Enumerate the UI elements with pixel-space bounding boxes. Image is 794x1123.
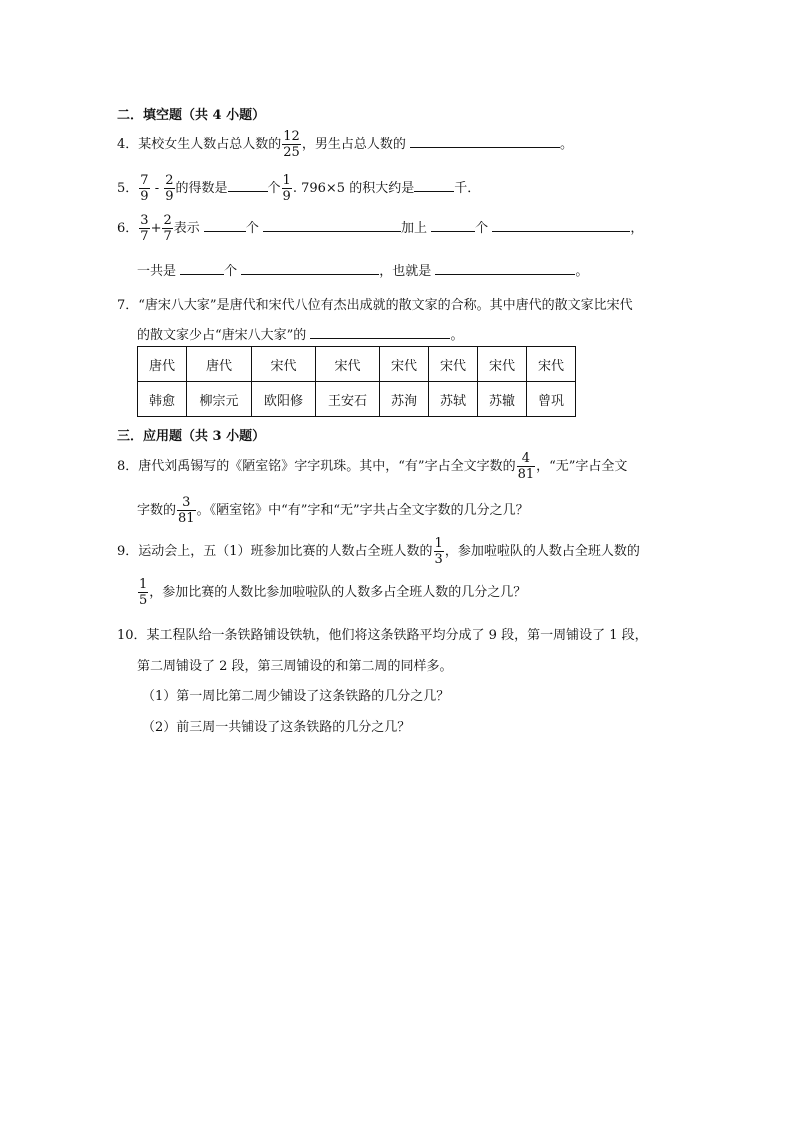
authors-table [137,346,576,417]
table-cell: 苏轼 [429,382,478,417]
answer-blank[interactable] [431,220,475,232]
question-4: 4．某校女生人数占总人数的 $\frac{12}{25}$ ，男生占总人数的 。 [117,129,573,160]
answer-blank[interactable] [228,180,268,192]
table-cell: 唐代 [187,347,252,382]
table-row-dynasty [138,347,576,382]
q6-fraction-1: $\frac{3}{7}$ [140,213,149,244]
answer-blank[interactable] [241,263,379,275]
table-cell: 宋代 [527,347,576,382]
question-6: 6． $\frac{3}{7}$ + $\frac{2}{7}$ 表示 个 加上 个 ， [117,213,644,244]
answer-blank[interactable] [310,327,450,339]
table-cell: 韩愈 [138,382,187,417]
question-9-line-2: $\frac{1}{5}$ ，参加比赛的人数比参加啦啦队的人数多占全班人数的几分之几？ [139,577,527,608]
table-cell: 宋代 [252,347,316,382]
table-row-name [138,382,576,417]
answer-blank[interactable] [180,263,224,275]
table-cell: 苏辙 [478,382,527,417]
section-heading-application: 三．应用题（共 3 小题） [117,429,266,444]
question-7-line-2: 的散文家少占“唐宋八大家”的 。 [137,328,464,343]
section-heading-fill-in: 二．填空题（共 4 小题） [117,108,266,123]
question-9: 9．运动会上，五（1）班参加比赛的人数占全班人数的 $\frac{1}{3}$ ，参加啦啦队的人数占全班人数的 [117,536,640,567]
q8-fraction-2: $\frac{3}{81}$ [178,495,195,526]
question-10-line-2: 第二周铺设了 2 段，第三周铺设的和第二周的同样多。 [137,659,453,674]
table-cell: 王安石 [316,382,380,417]
answer-blank[interactable] [410,136,560,148]
question-6-line-2: 一共是 个 ，也就是 。 [137,264,589,279]
q6-fraction-2: $\frac{2}{7}$ [163,213,172,244]
table-cell: 欧阳修 [252,382,316,417]
table-cell: 宋代 [316,347,380,382]
answer-blank[interactable] [414,180,454,192]
question-7: 7．“唐宋八大家”是唐代和宋代八位有杰出成就的散文家的合称。其中唐代的散文家比宋代 [117,298,633,313]
question-5: 5． $\frac{7}{9}$ - $\frac{2}{9}$ 的得数是 个 $\frac{1}{9}$ . 796×5 的积大约是 千． [117,173,481,204]
q9-fraction-2: $\frac{1}{5}$ [139,577,148,608]
table-cell: 唐代 [138,347,187,382]
q8-fraction-1: $\frac{4}{81}$ [517,451,535,482]
table-cell: 宋代 [380,347,429,382]
answer-blank[interactable] [204,220,246,232]
q5-fraction-2: $\frac{2}{9}$ [165,173,174,204]
question-8-line-2: 字数的 $\frac{3}{81}$ 。《陋室铭》中“有”字和“无”字共占全文字数的几分之几？ [137,495,529,526]
q9-fraction-1: $\frac{1}{3}$ [434,536,443,567]
table-cell: 柳宗元 [187,382,252,417]
question-10-sub-1: （1）第一周比第二周少铺设了这条铁路的几分之几？ [142,689,450,704]
answer-blank[interactable] [492,220,630,232]
table-cell: 苏洵 [380,382,429,417]
q4-text: 4．某校女生人数占总人数的 [117,137,282,152]
question-10-sub-2: （2）前三周一共铺设了这条铁路的几分之几？ [142,720,411,735]
answer-blank[interactable] [435,263,575,275]
table-cell: 宋代 [478,347,527,382]
q4-fraction: $\frac{12}{25}$ [283,129,300,160]
question-10: 10．某工程队给一条铁路铺设铁轨，他们将这条铁路平均分成了 9 段，第一周铺设了 1 段， [117,628,648,643]
answer-blank[interactable] [263,220,401,232]
table-cell: 宋代 [429,347,478,382]
q5-fraction-1: $\frac{7}{9}$ [140,173,149,204]
question-8: 8．唐代刘禹锡写的《陋室铭》字字玑珠。其中，“有”字占全文字数的 $\frac{4}{81}$ ，“无”字占全文 [117,451,628,482]
table-cell: 曾巩 [527,382,576,417]
q5-fraction-3: $\frac{1}{9}$ [282,173,291,204]
